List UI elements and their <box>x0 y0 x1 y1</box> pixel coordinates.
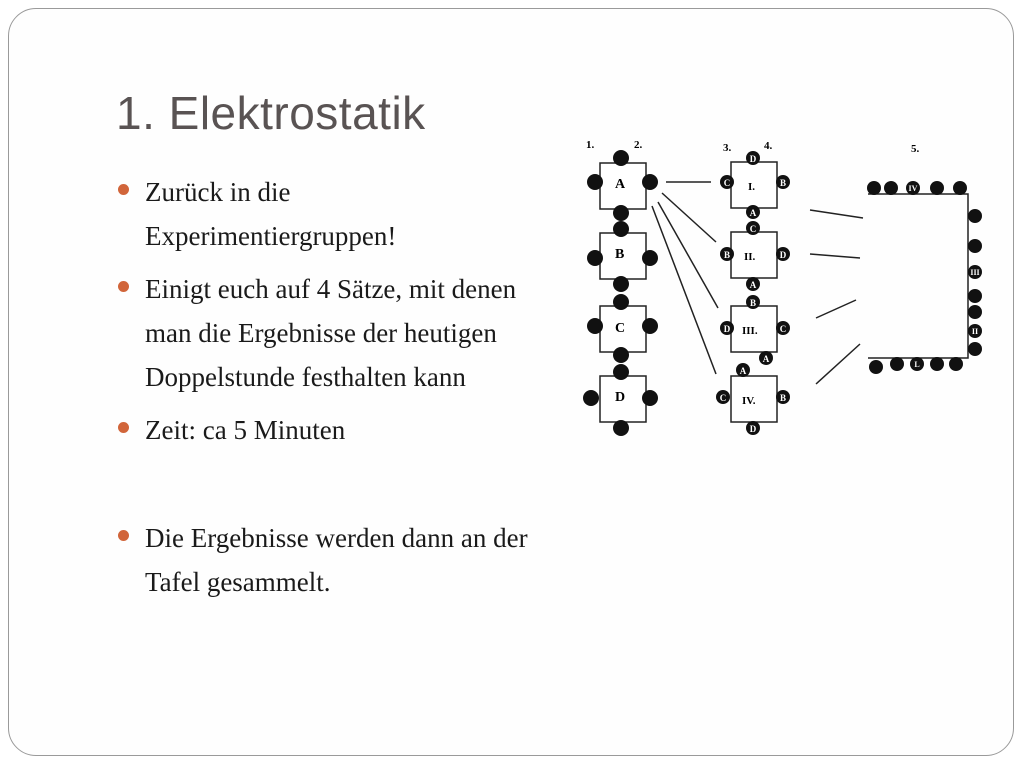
group-box-c <box>587 294 658 363</box>
marker-label: B <box>749 298 757 308</box>
marker-label: D <box>749 424 757 434</box>
group-label: A <box>615 177 626 192</box>
marker-label: L <box>914 360 920 369</box>
group-box-i <box>720 151 790 219</box>
marker-label: IV <box>908 184 918 193</box>
group-box-b <box>587 221 658 292</box>
bullet-icon <box>118 530 129 541</box>
bullet-item <box>118 267 538 399</box>
bullet-text: Zeit: ca 5 Minuten <box>145 415 346 445</box>
bullet-item <box>118 516 538 604</box>
marker-label: C <box>723 178 731 188</box>
group-label: C <box>615 321 626 336</box>
group-box-iii <box>720 295 790 365</box>
bullet-item <box>118 408 538 452</box>
marker-label: B <box>779 393 787 403</box>
final-arrangement <box>867 181 982 374</box>
group-box-ii <box>720 221 790 291</box>
marker-label: III <box>970 268 980 277</box>
marker-label: D <box>779 250 787 260</box>
group-label: D <box>615 390 626 405</box>
step-label: 3. <box>723 142 732 154</box>
step-label: 5. <box>911 143 920 155</box>
group-label: II. <box>744 251 756 263</box>
marker-label: C <box>779 324 787 334</box>
group-rotation-diagram <box>578 136 998 446</box>
group-box-a <box>587 150 658 221</box>
group-label: I. <box>748 181 756 193</box>
marker-label: A <box>739 366 747 376</box>
marker-label: A <box>749 208 757 218</box>
bullet-text: Zurück in die Experimentiergruppen! <box>145 177 397 251</box>
bullet-text: Einigt euch auf 4 Sätze, mit denen man die Ergebnisse der heutigen Doppelstunde festhalten kann <box>145 274 517 392</box>
marker-label: B <box>723 250 731 260</box>
bullet-item <box>118 170 538 258</box>
bullet-list <box>118 170 538 604</box>
marker-label: C <box>749 224 757 234</box>
step-label: 4. <box>764 140 773 152</box>
marker-label: C <box>719 393 727 403</box>
group-label: B <box>615 247 625 262</box>
slide-title: 1. Elektrostatik <box>116 87 426 139</box>
group-label: III. <box>742 325 758 337</box>
marker-label: A <box>762 354 770 364</box>
group-label: IV. <box>742 395 756 407</box>
bullet-text: Die Ergebnisse werden dann an der Tafel gesammelt. <box>145 523 528 597</box>
bullet-icon <box>118 184 129 195</box>
marker-label: D <box>749 154 757 164</box>
marker-label: D <box>723 324 731 334</box>
marker-label: A <box>749 280 757 290</box>
step-label: 2. <box>634 139 643 151</box>
group-box-d <box>583 364 658 436</box>
marker-label: II <box>971 327 979 336</box>
marker-label: B <box>779 178 787 188</box>
bullet-icon <box>118 422 129 433</box>
bullet-icon <box>118 281 129 292</box>
group-box-iv <box>716 363 790 435</box>
step-label: 1. <box>586 139 595 151</box>
